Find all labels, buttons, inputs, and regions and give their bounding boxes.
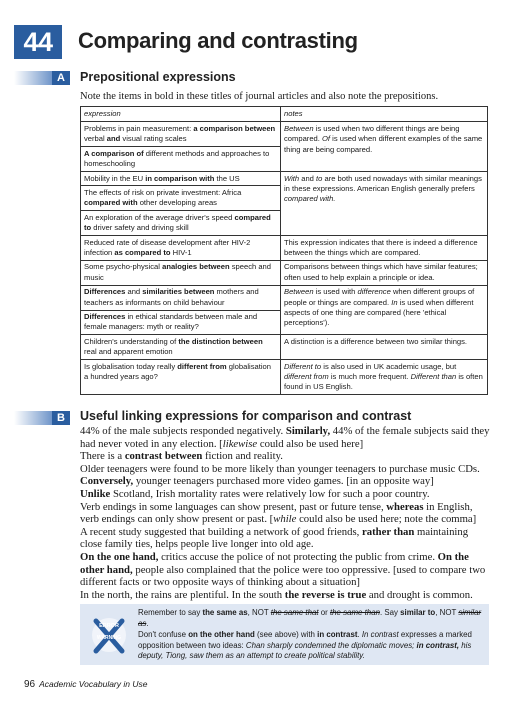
notes-text: is used with <box>313 287 358 297</box>
notes-cell <box>281 236 488 261</box>
expression-text: in ethical standards between male and female managers: myth or reality? <box>84 312 258 332</box>
notes-text: and <box>299 173 317 183</box>
warning-text: (see above) with <box>254 630 318 639</box>
expression-text: Reduced rate of disease development after HIV-2 infection <box>84 237 251 257</box>
notes-text: This expression indicates that there is indeed a difference between the things which are compared. <box>284 237 478 257</box>
warning-text: , NOT <box>247 608 271 617</box>
notes-keyword: With <box>284 173 300 183</box>
page-title: Comparing and contrasting <box>78 28 358 53</box>
section-a-marker <box>14 71 70 85</box>
section-b-marker <box>14 411 70 425</box>
notes-cell <box>281 260 488 285</box>
expressions-table <box>80 106 488 395</box>
expression-keyword: in comparison with <box>145 173 215 183</box>
warning-text: , NOT <box>435 608 459 617</box>
example-paragraph <box>80 551 490 589</box>
expression-text: real and apparent emotion <box>84 347 173 357</box>
expression-text: Some psycho-physical <box>84 262 163 272</box>
table-header-notes: notes <box>281 107 488 122</box>
error-warning-icon <box>90 613 128 657</box>
section-a-intro: Note the items in bold in these titles of journal articles and also note the prepositions. <box>80 91 439 102</box>
body-text: and drought is common. <box>366 588 473 601</box>
body-text: younger teenagers purchased more video games. [in an opposite way] <box>133 475 434 488</box>
example-paragraph <box>80 526 490 551</box>
expression-keyword: similarities between <box>142 287 215 297</box>
section-b-heading: Useful linking expressions for comparison and contrast <box>80 409 412 423</box>
example-paragraph <box>80 501 490 526</box>
body-text: could also be used here] <box>257 437 364 450</box>
warning-keyword: in contrast, <box>416 640 460 650</box>
expression-text: different methods and approaches to homeschooling <box>84 148 270 169</box>
notes-cell <box>281 335 488 360</box>
expression-cell <box>81 285 281 310</box>
expression-text: Problems in pain measurement: <box>84 123 194 133</box>
notes-cell <box>281 122 488 172</box>
body-text: A recent study suggested that building a network of good friends, <box>80 525 362 538</box>
expression-cell <box>81 186 281 211</box>
notes-keyword: compared with. <box>284 194 336 204</box>
body-keyword: Unlike <box>80 487 111 500</box>
body-keyword: while <box>273 513 297 526</box>
table-row <box>81 285 488 310</box>
warning-note-same-similar <box>138 608 484 629</box>
expression-keyword: Differences <box>84 312 126 321</box>
body-keyword: likewise <box>222 437 258 450</box>
expression-text: An exploration of the average driver's speed <box>84 212 235 222</box>
unit-number-badge: 44 <box>14 25 62 59</box>
warning-keyword: in contrast <box>317 630 358 639</box>
example-paragraph <box>80 475 490 488</box>
notes-text: Comparisons between things which have similar features; often used to help explain a principle or idea. <box>284 262 478 282</box>
table-row <box>81 236 488 261</box>
expression-keyword: a comparison between <box>193 123 276 133</box>
body-text: could also be used here; note the comma] <box>296 513 477 526</box>
warning-text: . <box>146 618 149 628</box>
expression-text: and <box>125 287 143 297</box>
warning-example: his deputy, Tiong, saw them as an attempt to create political stability. <box>138 640 472 661</box>
expression-text: mothers and teachers as informants on child behaviour <box>84 287 259 307</box>
expression-text: Mobility in the EU <box>84 173 146 183</box>
expression-cell <box>81 310 281 335</box>
expression-keyword: Differences <box>84 287 126 297</box>
notes-keyword: Between <box>284 287 314 297</box>
table-row <box>81 260 488 285</box>
expression-text: Children's understanding of <box>84 336 179 346</box>
body-keyword: whereas <box>386 500 424 513</box>
notes-cell <box>281 285 488 335</box>
section-b-body <box>80 425 490 601</box>
expression-cell <box>81 211 281 236</box>
expression-keyword: analogies between <box>162 262 230 272</box>
expression-text: other developing areas <box>137 198 217 208</box>
expression-keyword: and <box>106 134 121 144</box>
expression-text: Is globalisation today really <box>84 361 178 371</box>
section-b-marker-bar <box>14 411 52 425</box>
expression-cell <box>81 172 281 186</box>
table-row <box>81 122 488 147</box>
body-keyword: On the other hand, <box>80 550 469 576</box>
body-text: Scotland, Irish mortality rates were relatively low for such a poor country. <box>110 487 430 500</box>
notes-text: A distinction is a difference between two similar things. <box>284 336 468 346</box>
body-text: Verb endings in some languages can show present, past or future tense, <box>80 500 387 513</box>
notes-text: is often found in US English. <box>284 372 483 392</box>
notes-keyword: Of <box>322 134 331 144</box>
body-text: In the north, the rains are plentiful. In the south <box>80 588 285 601</box>
body-text: Older teenagers were found to be more likely than younger teenagers to purchase music CDs. <box>80 462 480 475</box>
warning-text: . Say <box>379 608 401 617</box>
body-keyword: the reverse is true <box>284 588 367 601</box>
section-b-label: B <box>52 411 70 425</box>
body-text: 44% of the female subjects said they had never voted in any election. [ <box>80 425 490 450</box>
expression-keyword: compared with <box>84 198 138 208</box>
notes-text: is used when different aspects of one thing are compared (here 'ethical perceptions'). <box>284 297 474 328</box>
body-text: fiction and reality. <box>202 450 283 463</box>
page-number: 96 <box>24 679 36 690</box>
expression-text: speech and music <box>84 262 272 282</box>
example-paragraph <box>80 589 490 602</box>
body-text: people also complained that the police were too oppressive. [used to compare two different facts or two opposite ways of thinking about a situation] <box>80 563 486 589</box>
page-footer <box>24 679 147 690</box>
notes-text: are both used nowadays with similar meanings in these expressions. American English generally prefers <box>284 173 482 193</box>
notes-keyword: to <box>316 173 323 183</box>
table-row <box>81 335 488 360</box>
body-text: critics accuse the police of not protecting the public from crime. <box>158 550 438 563</box>
expression-cell <box>81 147 281 172</box>
warning-keyword: similar to <box>400 608 436 617</box>
body-keyword: On the one hand, <box>80 550 159 563</box>
table-header-row <box>81 107 488 122</box>
expression-keyword: as compared to <box>114 247 171 257</box>
warning-example: Chan sharply condemned the diplomatic moves; <box>245 640 417 650</box>
notes-text: is used when two different things are being compared. <box>284 123 460 144</box>
body-text: in English, verb endings can only show present or past. [ <box>80 500 473 526</box>
notes-keyword: Different to <box>284 361 322 371</box>
body-keyword: Similarly, <box>285 425 331 437</box>
notes-keyword: Different than <box>410 372 457 382</box>
warning-wrong-form: similar as <box>138 608 482 628</box>
body-keyword: rather than <box>361 525 415 538</box>
error-warning-icon-text-2: WARNING <box>96 635 122 641</box>
error-warning-icon-text-1: ERROR <box>99 623 119 629</box>
example-paragraph <box>80 450 490 463</box>
table-header-expression: expression <box>81 107 281 122</box>
notes-text: is also used in UK academic usage, but <box>321 361 457 371</box>
expression-cell <box>81 260 281 285</box>
expression-cell <box>81 236 281 261</box>
table-row <box>81 360 488 395</box>
warning-text: . <box>357 630 362 639</box>
body-text: maintaining close family ties, helps people live longer into old age. <box>80 525 469 551</box>
notes-keyword: In <box>391 297 398 307</box>
expression-keyword: the distinction between <box>178 336 263 346</box>
book-title: Academic Vocabulary in Use <box>39 679 148 689</box>
notes-cell <box>281 360 488 395</box>
body-keyword: contrast between <box>124 450 203 463</box>
notes-text: when different groups of people or things are compared. <box>284 287 475 307</box>
expression-cell <box>81 335 281 360</box>
warning-wrong-form: the same that <box>270 608 319 617</box>
error-warning-box <box>80 604 489 665</box>
body-keyword: Conversely, <box>80 475 134 488</box>
expression-keyword: A comparison of <box>84 148 144 158</box>
expression-text: The effects of risk on private investment: Africa <box>84 187 242 197</box>
expression-cell <box>81 360 281 395</box>
expression-text: the US <box>214 173 240 183</box>
notes-keyword: different from <box>284 372 329 382</box>
expression-text: driver safety and driving skill <box>91 223 189 233</box>
section-a-label: A <box>52 71 70 85</box>
warning-text: expresses a marked opposition between two ideas: <box>138 630 472 650</box>
warning-text: Remember to say <box>138 608 203 617</box>
warning-text: Don't confuse <box>138 630 189 639</box>
example-paragraph <box>80 463 490 476</box>
section-a-marker-bar <box>14 71 52 85</box>
notes-text: is used when different examples of the same thing are being compared. <box>284 134 483 154</box>
warning-wrong-form: the same than <box>329 608 380 617</box>
body-text: There is a <box>80 450 125 463</box>
expression-text: HIV-1 <box>170 247 192 257</box>
notes-keyword: Between <box>284 123 314 133</box>
expression-text: verbal <box>84 134 107 144</box>
warning-keyword: In contrast <box>361 630 399 639</box>
table-row <box>81 172 488 186</box>
body-text: 44% of the male subjects responded negatively. <box>80 425 286 437</box>
notes-cell <box>281 172 488 236</box>
warning-text: or <box>318 608 330 617</box>
example-paragraph <box>80 488 490 501</box>
section-a-heading: Prepositional expressions <box>80 70 236 84</box>
warning-keyword: on the other hand <box>188 630 255 639</box>
warning-keyword: the same as <box>202 608 248 617</box>
expression-keyword: different from <box>177 361 227 371</box>
warning-note-in-contrast <box>138 630 484 662</box>
expression-keyword: compared to <box>84 212 271 233</box>
expression-cell <box>81 122 281 147</box>
example-paragraph <box>80 425 490 450</box>
notes-text: is much more frequent. <box>328 372 411 382</box>
notes-keyword: difference <box>357 287 391 297</box>
expression-text: visual rating scales <box>120 134 187 144</box>
expression-text: globalisation a hundred years ago? <box>84 361 271 382</box>
